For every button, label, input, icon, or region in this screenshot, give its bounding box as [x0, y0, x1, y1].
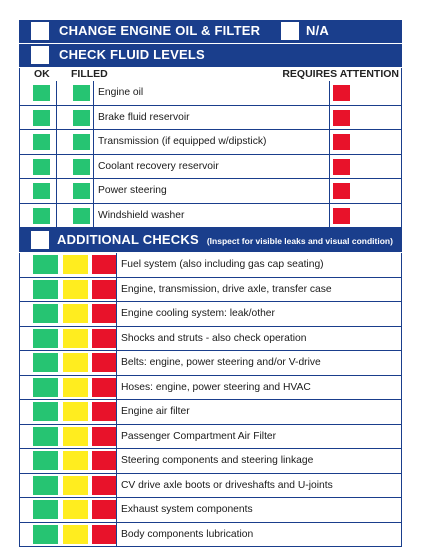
fluid-item-label: Coolant recovery reservoir: [98, 160, 219, 172]
filled-checkbox[interactable]: [73, 159, 90, 175]
requires-attention-checkbox[interactable]: [92, 280, 117, 299]
additional-check-row: [20, 301, 401, 326]
requires-attention-checkbox[interactable]: [92, 255, 117, 274]
fluid-column-headers: [19, 68, 402, 81]
column-divider: [93, 81, 94, 105]
requires-attention-checkbox[interactable]: [92, 402, 117, 421]
caution-checkbox[interactable]: [63, 329, 88, 348]
ok-checkbox[interactable]: [33, 451, 58, 470]
requires-attention-checkbox[interactable]: [92, 353, 117, 372]
additional-check-row: [20, 448, 401, 473]
additional-check-label: Engine, transmission, drive axle, transfer case: [121, 283, 332, 295]
column-divider: [329, 130, 330, 154]
additional-check-label: Engine cooling system: leak/other: [121, 308, 275, 319]
filled-checkbox[interactable]: [73, 110, 90, 126]
caution-checkbox[interactable]: [63, 353, 88, 372]
column-divider: [116, 400, 117, 424]
additional-check-label: Hoses: engine, power steering and HVAC: [121, 381, 311, 393]
column-divider: [116, 327, 117, 351]
additional-check-row: [20, 473, 401, 498]
caution-checkbox[interactable]: [63, 525, 88, 544]
requires-attention-checkbox[interactable]: [92, 451, 117, 470]
ok-checkbox[interactable]: [33, 304, 58, 323]
oil-change-header: [19, 20, 402, 44]
caution-checkbox[interactable]: [63, 476, 88, 495]
additional-check-row: [20, 497, 401, 522]
ok-checkbox[interactable]: [33, 280, 58, 299]
inspection-checklist: [19, 20, 402, 547]
additional-check-label: Fuel system (also including gas cap seating): [121, 259, 324, 270]
na-checkbox[interactable]: [281, 22, 299, 40]
ok-checkbox[interactable]: [33, 427, 58, 446]
ok-checkbox[interactable]: [33, 110, 50, 126]
additional-check-row: [20, 277, 401, 302]
oil-change-checkbox[interactable]: [31, 22, 49, 40]
additional-checks-title-wrap: [57, 232, 393, 247]
requires-attention-checkbox[interactable]: [92, 304, 117, 323]
additional-check-row: [20, 253, 401, 277]
ok-checkbox[interactable]: [33, 525, 58, 544]
ok-checkbox[interactable]: [33, 159, 50, 175]
requires-attention-checkbox[interactable]: [92, 378, 117, 397]
fluid-levels-list: [19, 81, 402, 228]
column-divider: [329, 81, 330, 105]
ok-checkbox[interactable]: [33, 329, 58, 348]
additional-check-label: Exhaust system components: [121, 504, 253, 515]
filled-checkbox[interactable]: [73, 183, 90, 199]
column-divider: [56, 106, 57, 130]
ok-checkbox[interactable]: [33, 134, 50, 150]
column-divider: [329, 106, 330, 130]
column-divider: [56, 204, 57, 228]
fluid-levels-header: [19, 44, 402, 68]
caution-checkbox[interactable]: [63, 304, 88, 323]
additional-checks-note: (Inspect for visible leaks and visual condition): [206, 236, 393, 246]
fluid-row: [20, 129, 401, 154]
column-divider: [116, 253, 117, 277]
additional-check-label: Belts: engine, power steering and/or V-drive: [121, 357, 321, 368]
na-label: N/A: [306, 23, 329, 38]
ok-checkbox[interactable]: [33, 378, 58, 397]
column-divider: [116, 425, 117, 449]
column-divider: [93, 155, 94, 179]
additional-checks-header: [19, 228, 402, 253]
additional-check-label: Shocks and struts - also check operation: [121, 332, 307, 344]
column-divider: [329, 155, 330, 179]
additional-check-row: [20, 375, 401, 400]
caution-checkbox[interactable]: [63, 402, 88, 421]
fluid-row: [20, 203, 401, 228]
additional-check-row: [20, 424, 401, 449]
fluid-levels-title: CHECK FLUID LEVELS: [59, 47, 205, 62]
column-ok: OK: [34, 68, 50, 80]
column-divider: [93, 179, 94, 203]
column-divider: [93, 130, 94, 154]
additional-check-row: [20, 350, 401, 375]
fluid-row: [20, 178, 401, 203]
column-divider: [56, 81, 57, 105]
caution-checkbox[interactable]: [63, 378, 88, 397]
requires-attention-checkbox[interactable]: [333, 134, 350, 150]
requires-attention-checkbox[interactable]: [333, 208, 350, 224]
column-divider: [116, 278, 117, 302]
ok-checkbox[interactable]: [33, 85, 50, 101]
column-divider: [116, 498, 117, 522]
caution-checkbox[interactable]: [63, 451, 88, 470]
column-divider: [116, 523, 117, 547]
filled-checkbox[interactable]: [73, 208, 90, 224]
fluid-item-label: Power steering: [98, 185, 167, 196]
fluid-item-label: Engine oil: [98, 87, 144, 98]
requires-attention-checkbox[interactable]: [92, 500, 117, 519]
requires-attention-checkbox[interactable]: [333, 85, 350, 101]
additional-checks-list: [19, 253, 402, 547]
column-divider: [116, 351, 117, 375]
column-divider: [329, 179, 330, 203]
ok-checkbox[interactable]: [33, 500, 58, 519]
column-requires-attention: REQUIRES ATTENTION: [282, 68, 399, 80]
fluid-row: [20, 81, 401, 105]
column-divider: [56, 155, 57, 179]
column-filled: FILLED: [71, 68, 108, 80]
additional-check-label: Body components lubrication: [121, 528, 254, 540]
ok-checkbox[interactable]: [33, 402, 58, 421]
caution-checkbox[interactable]: [63, 255, 88, 274]
requires-attention-checkbox[interactable]: [92, 525, 117, 544]
additional-check-row: [20, 326, 401, 351]
requires-attention-checkbox[interactable]: [333, 110, 350, 126]
additional-checks-title: ADDITIONAL CHECKS: [57, 232, 199, 247]
column-divider: [116, 449, 117, 473]
additional-check-label: CV drive axle boots or driveshafts and U-joints: [121, 479, 333, 491]
ok-checkbox[interactable]: [33, 183, 50, 199]
requires-attention-checkbox[interactable]: [92, 476, 117, 495]
fluid-item-label: Transmission (if equipped w/dipstick): [98, 136, 267, 147]
ok-checkbox[interactable]: [33, 255, 58, 274]
fluid-item-label: Brake fluid reservoir: [98, 111, 190, 123]
additional-checks-checkbox[interactable]: [31, 231, 49, 249]
ok-checkbox[interactable]: [33, 476, 58, 495]
additional-check-label: Passenger Compartment Air Filter: [121, 430, 277, 442]
requires-attention-checkbox[interactable]: [92, 329, 117, 348]
requires-attention-checkbox[interactable]: [333, 183, 350, 199]
column-divider: [329, 204, 330, 228]
ok-checkbox[interactable]: [33, 353, 58, 372]
filled-checkbox[interactable]: [73, 85, 90, 101]
caution-checkbox[interactable]: [63, 280, 88, 299]
column-divider: [116, 474, 117, 498]
requires-attention-checkbox[interactable]: [92, 427, 117, 446]
fluid-row: [20, 154, 401, 179]
caution-checkbox[interactable]: [63, 500, 88, 519]
oil-change-title: CHANGE ENGINE OIL & FILTER: [59, 23, 261, 38]
column-divider: [116, 376, 117, 400]
filled-checkbox[interactable]: [73, 134, 90, 150]
column-divider: [56, 130, 57, 154]
column-divider: [116, 302, 117, 326]
fluid-item-label: Windshield washer: [98, 209, 185, 221]
column-divider: [93, 106, 94, 130]
additional-check-row: [20, 522, 401, 547]
fluid-levels-checkbox[interactable]: [31, 46, 49, 64]
column-divider: [93, 204, 94, 228]
column-divider: [56, 179, 57, 203]
caution-checkbox[interactable]: [63, 427, 88, 446]
requires-attention-checkbox[interactable]: [333, 159, 350, 175]
additional-check-label: Engine air filter: [121, 406, 190, 417]
additional-check-label: Steering components and steering linkage: [121, 455, 314, 466]
fluid-row: [20, 105, 401, 130]
ok-checkbox[interactable]: [33, 208, 50, 224]
additional-check-row: [20, 399, 401, 424]
